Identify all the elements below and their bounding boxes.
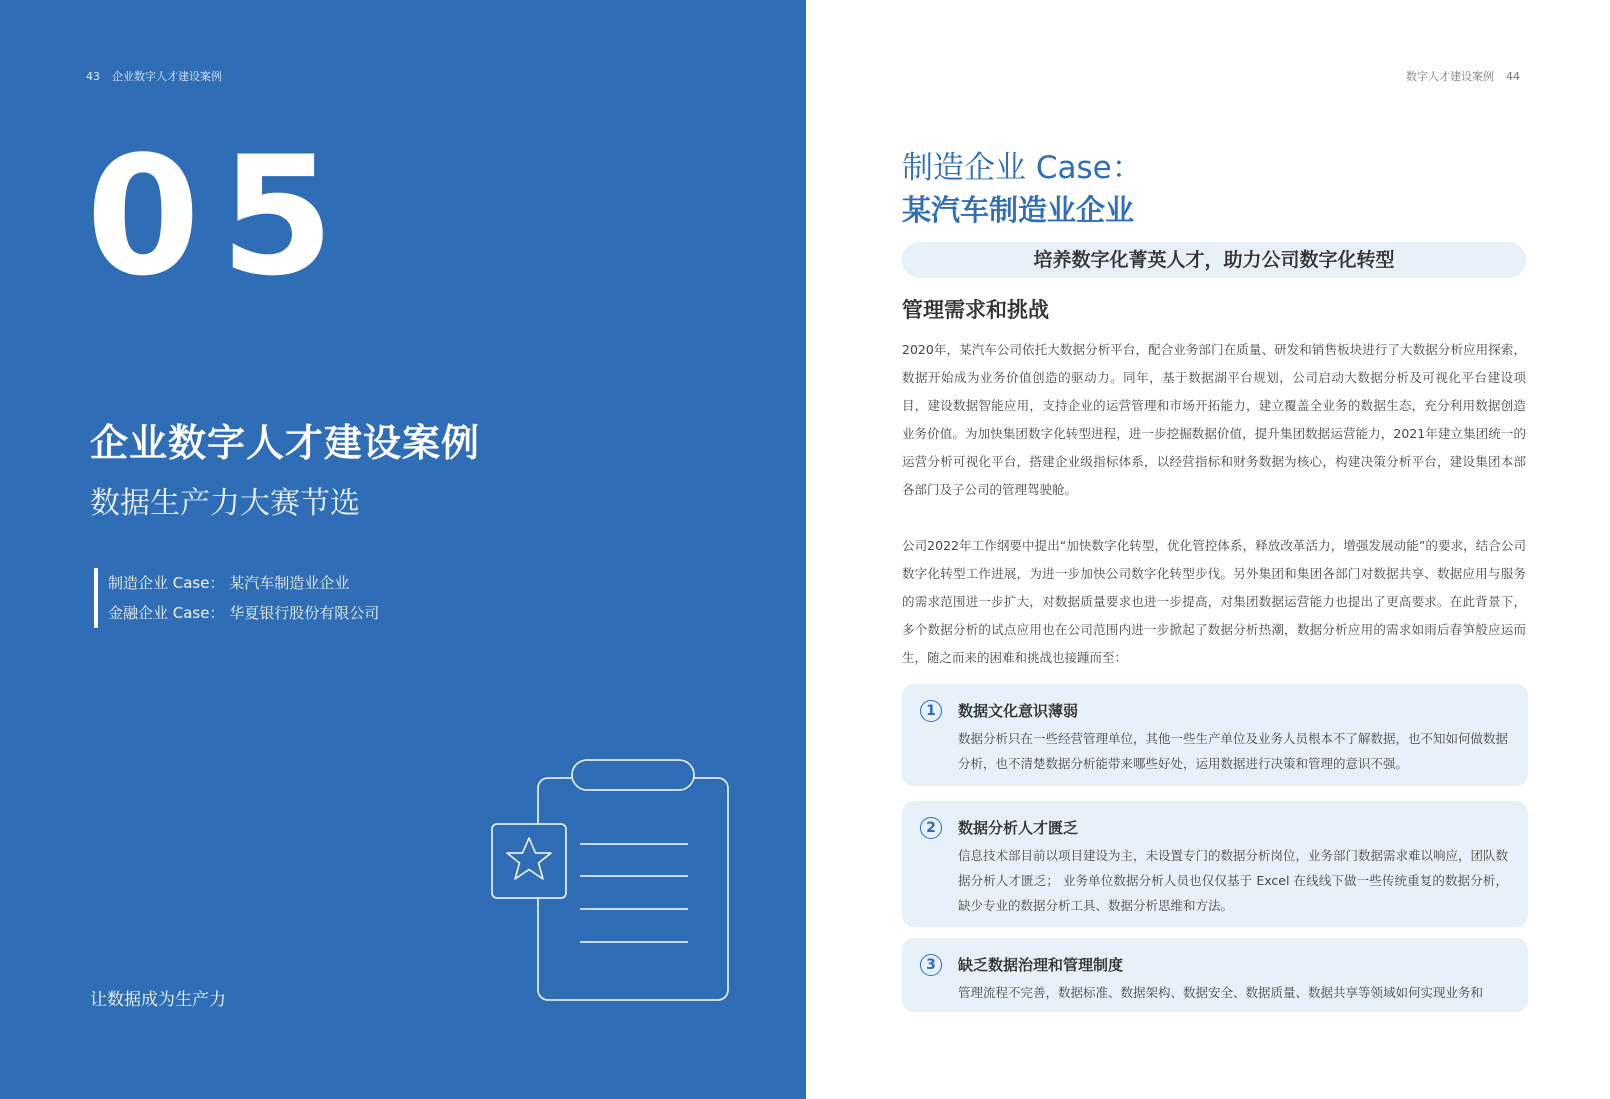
challenge-title: 缺乏数据治理和管理制度 bbox=[958, 956, 1124, 974]
left-header-title: 企业数字人才建设案例 bbox=[112, 70, 222, 83]
challenge-card bbox=[902, 801, 1528, 927]
section-heading: 管理需求和挑战 bbox=[902, 298, 1049, 322]
challenge-card bbox=[902, 684, 1528, 786]
number-badge: 1 bbox=[920, 700, 942, 722]
slogan: 让数据成为生产力 bbox=[90, 990, 226, 1010]
body-paragraph: 2020年，某汽车公司依托大数据分析平台，配合业务部门在质量、研发和销售板块进行了大数据分析应用探索，数据开始成为业务价值创造的驱动力。同年，基于数据湖平台规划，公司启动大数据分析及可视化平台建设项目，建设数据智能应用，支持企业的运营管理和市场开拓能力，建立覆盖全业务的数据生态，充分利用数据创造业务价值。为加快集团数字化转型进程，进一步挖掘数据价值，提升集团数据运营能力，2021年建立集团统一的运营分析可视化平台，搭建企业级指标体系，以经营指标和财务数据为核心，构建决策分析平台，建设集团本部各部门及子公司的管理驾驶舱。 bbox=[902, 342, 1526, 497]
right-header-title: 数字人才建设案例 bbox=[1406, 70, 1494, 83]
case-list bbox=[94, 568, 379, 628]
body-paragraph: 公司2022年工作纲要中提出“加快数字化转型，优化管控体系，释放改革活力，增强发展动能”的要求，结合公司数字化转型工作进展，为进一步加快公司数字化转型步伐。另外集团和集团各部门对数据共享、数据应用与服务的需求范围进一步扩大，对数据质量要求也进一步提高，对集团数据运营能力也提出了更高要求。在此背景下，多个数据分析的试点应用也在公司范围内进一步掀起了数据分析热潮，数据分析应用的需求如雨后春笋般应运而生，随之而来的困难和挑战也接踵而至： bbox=[902, 538, 1526, 665]
left-page-number: 43 bbox=[86, 70, 100, 83]
challenge-card bbox=[902, 938, 1528, 1012]
right-page bbox=[806, 0, 1610, 1099]
left-page-header bbox=[86, 68, 222, 84]
challenge-title: 数据分析人才匮乏 bbox=[958, 819, 1079, 837]
challenge-title: 数据文化意识薄弱 bbox=[958, 702, 1079, 720]
case-item: 金融企业 Case： 华夏银行股份有限公司 bbox=[108, 604, 380, 622]
case-name: 某汽车制造业企业 bbox=[902, 193, 1135, 227]
clipboard-star-icon bbox=[490, 756, 730, 1010]
number-badge: 3 bbox=[920, 954, 942, 976]
case-item: 制造企业 Case： 某汽车制造业企业 bbox=[108, 574, 350, 592]
case-banner: 培养数字化菁英人才，助力公司数字化转型 bbox=[902, 242, 1526, 278]
number-badge: 2 bbox=[920, 817, 942, 839]
chapter-title: 企业数字人才建设案例 bbox=[90, 421, 481, 465]
chapter-number: 05 bbox=[86, 121, 355, 312]
challenge-body: 管理流程不完善，数据标准、数据架构、数据安全、数据质量、数据共享等领域如何实现业务和 bbox=[958, 985, 1484, 1000]
challenge-body: 数据分析只在一些经营管理单位，其他一些生产单位及业务人员根本不了解数据，也不知如何做数据分析，也不清楚数据分析能带来哪些好处，运用数据进行决策和管理的意识不强。 bbox=[958, 731, 1509, 771]
challenge-body: 信息技术部目前以项目建设为主，未设置专门的数据分析岗位，业务部门数据需求难以响应，团队数据分析人才匮乏； 业务单位数据分析人员也仅仅基于 Excel 在线线下做一些传统重复的数据分析，缺少专业的数据分析工具、数据分析思维和方法。 bbox=[958, 848, 1509, 913]
chapter-subtitle: 数据生产力大赛节选 bbox=[90, 486, 360, 521]
case-label: 制造企业 Case： bbox=[902, 150, 1143, 186]
right-page-header bbox=[1406, 68, 1520, 84]
right-page-number: 44 bbox=[1506, 70, 1520, 83]
